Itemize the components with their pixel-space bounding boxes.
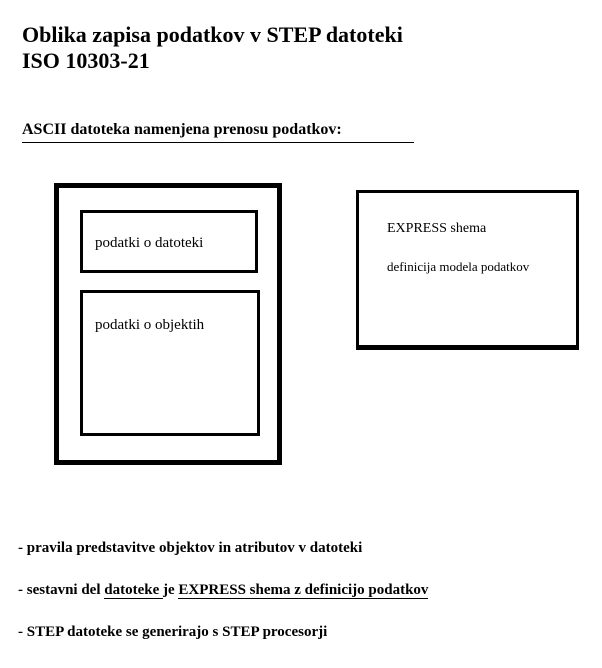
bullet-item-2 [18,582,428,624]
header-section-box [80,210,258,273]
title-line-2: ISO 10303-21 [22,48,150,73]
header-section-label: podatki o datoteki [95,235,204,251]
data-section-box [80,290,260,436]
bullet-2-underlined-1: datoteke [104,582,163,598]
express-schema-box [356,190,579,350]
bullet-item-3: - STEP datoteke se generirajo s STEP procesorji [18,624,328,640]
bullet-2-prefix: - sestavni del [18,582,105,598]
bullet-item-1: - pravila predstavitve objektov in atributov v datoteki [18,540,363,556]
bullet-2-underlined-2: EXPRESS shema z definicijo podatkov [178,582,429,598]
bullet-list [18,540,428,666]
data-section-label: podatki o objektih [95,317,205,333]
page-title [22,22,403,74]
bullet-2-mid: je [163,582,179,598]
subtitle: ASCII datoteka namenjena prenosu podatkov: [22,120,414,143]
express-schema-title: EXPRESS shema [387,221,487,236]
title-line-1: Oblika zapisa podatkov v STEP datoteki [22,22,403,47]
express-schema-description: definicija modela podatkov [387,259,530,274]
